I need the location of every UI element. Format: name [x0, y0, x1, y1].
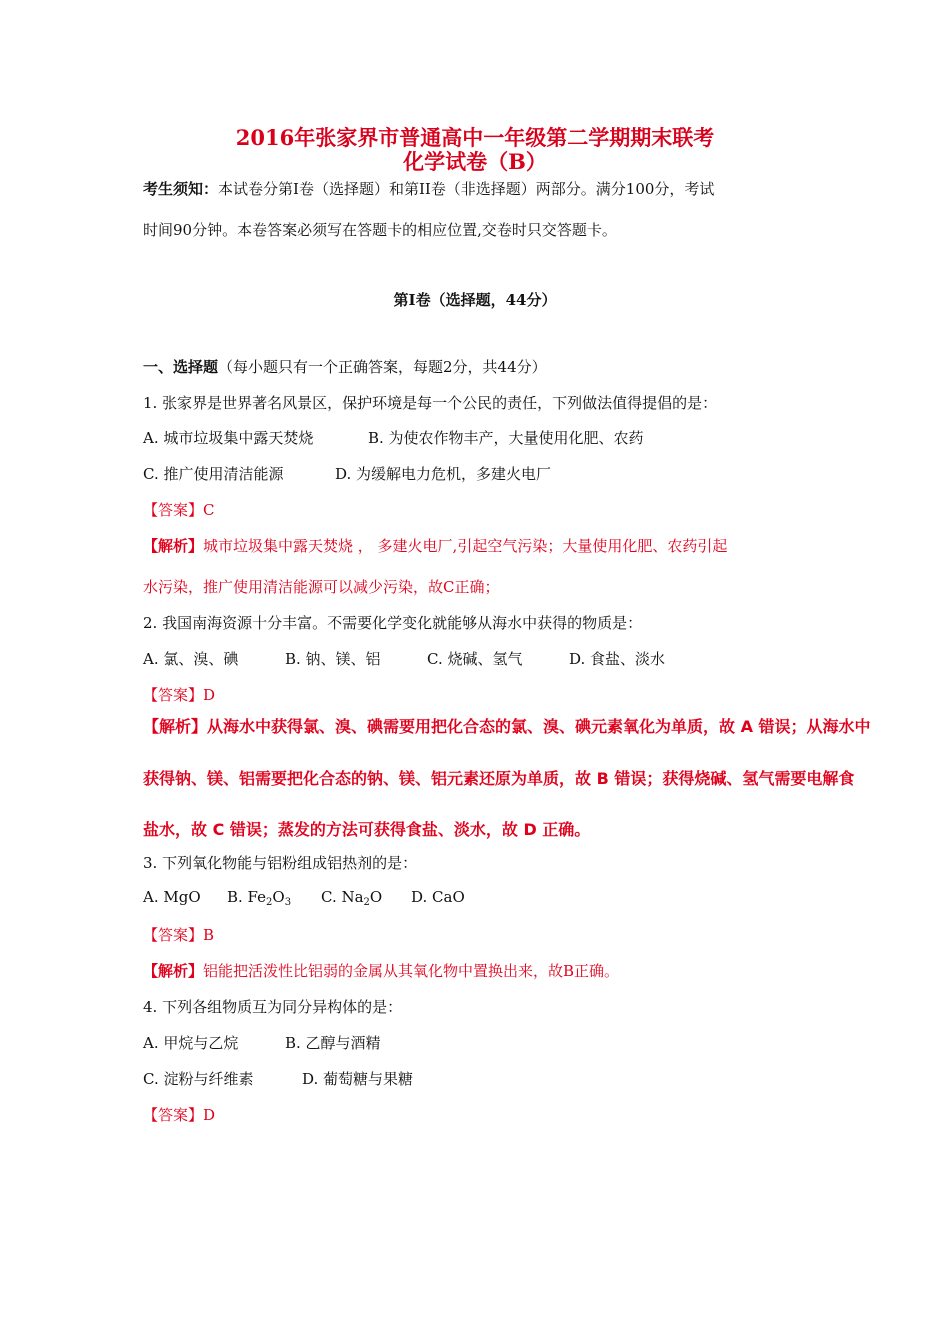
notice-text-1: 本试卷分第Ⅰ卷（选择题）和第II卷（非选择题）两部分。满分100分，考试: [218, 180, 715, 198]
q1-stem: 1. 张家界是世界著名风景区，保护环境是每一个公民的责任，下列做法值得提倡的是：: [143, 394, 718, 412]
q1-option-b: B. 为使农作物丰产，大量使用化肥、农药: [368, 429, 644, 447]
q3-analysis-label: 【解析】: [143, 962, 204, 980]
q1-analysis-text-1: 城市垃圾集中露天焚烧 ， 多建火电厂,引起空气污染；大量使用化肥、农药引起: [203, 537, 728, 555]
q4-answer: 【答案】D: [143, 1106, 216, 1124]
q4-option-c: C. 淀粉与纤维素: [143, 1070, 254, 1088]
q3-option-c-sub: 2: [363, 897, 370, 908]
exam-subtitle: 化学试卷（B）: [403, 149, 547, 174]
section1-label: 一、选择题: [143, 358, 219, 376]
q1-options-row-2: [143, 463, 551, 484]
section1-heading: [143, 356, 547, 377]
q2-options-row: [143, 648, 665, 669]
q2-option-a: A. 氯、溴、碘: [143, 650, 239, 668]
q2-stem: 2. 我国南海资源十分丰富。不需要化学变化就能够从海水中获得的物质是：: [143, 614, 643, 632]
q2-analysis-line-3: 盐水，故 C 错误；蒸发的方法可获得食盐、淡水，故 D 正确。: [143, 820, 591, 839]
q3-option-c-text: C. Na: [321, 888, 364, 906]
q1-option-c: C. 推广使用清洁能源: [143, 465, 284, 483]
q2-option-b: B. 钠、镁、铝: [285, 650, 381, 668]
section1-desc: （每小题只有一个正确答案，每题2分，共44分）: [218, 358, 547, 376]
q2-analysis-text-1: 从海水中获得氯、溴、碘需要用把化合态的氯、溴、碘元素氧化为单质，故 A 错误；从海水中: [207, 717, 871, 736]
q3-option-d: D. CaO: [411, 888, 465, 906]
q3-option-b-sub-2: 3: [284, 897, 292, 908]
q3-analysis-line-1: [143, 960, 619, 981]
q2-analysis-line-2: 获得钠、镁、铝需要把化合态的钠、镁、铝元素还原为单质，故 B 错误；获得烧碱、氢气需要电解食: [143, 769, 855, 788]
q3-option-c-text-2: O: [369, 888, 383, 906]
notice-line-1: [143, 178, 714, 199]
q2-analysis-line-1: [143, 714, 871, 737]
q1-analysis-line-1: [143, 535, 727, 556]
q2-analysis-label: 【解析】: [143, 717, 208, 736]
q4-options-row-1: [143, 1032, 381, 1053]
q3-option-b: [227, 888, 321, 908]
q4-options-row-2: [143, 1068, 413, 1089]
q1-option-d: D. 为缓解电力危机，多建火电厂: [335, 465, 552, 483]
q3-analysis-text-1: 铝能把活泼性比铝弱的金属从其氧化物中置换出来，故B正确。: [203, 962, 620, 980]
q4-option-d: D. 葡萄糖与果糖: [302, 1070, 414, 1088]
exam-title: 2016年张家界市普通高中一年级第二学期期末联考: [235, 125, 715, 150]
q3-stem: 3. 下列氧化物能与铝粉组成铝热剂的是：: [143, 854, 418, 872]
q2-option-c: C. 烧碱、氢气: [427, 650, 523, 668]
q3-option-c: [321, 888, 411, 908]
q4-option-a: A. 甲烷与乙烷: [143, 1034, 239, 1052]
q1-answer: 【答案】C: [143, 501, 215, 519]
q1-analysis-line-2: 水污染，推广使用清洁能源可以减少污染，故C正确；: [143, 578, 500, 596]
q3-option-b-text-2: O: [272, 888, 285, 906]
q2-option-d: D. 食盐、淡水: [569, 650, 666, 668]
q3-options-row: [143, 888, 465, 908]
q1-options-row-1: [143, 427, 644, 448]
q3-option-b-sub-1: 2: [266, 897, 273, 908]
q1-analysis-label: 【解析】: [143, 537, 204, 555]
q3-option-b-text: B. Fe: [227, 888, 267, 906]
q3-option-a: A. MgO: [143, 888, 201, 906]
q4-stem: 4. 下列各组物质互为同分异构体的是：: [143, 998, 403, 1016]
q4-option-b: B. 乙醇与酒精: [285, 1034, 381, 1052]
q3-answer: 【答案】B: [143, 926, 215, 944]
notice-line-2: 时间90分钟。本卷答案必须写在答题卡的相应位置,交卷时只交答题卡。: [143, 221, 617, 239]
part1-heading: 第Ⅰ卷（选择题，44分）: [393, 291, 557, 309]
q1-option-a: A. 城市垃圾集中露天焚烧: [143, 429, 314, 447]
notice-label: 考生须知：: [143, 180, 219, 198]
q2-answer: 【答案】D: [143, 686, 216, 704]
